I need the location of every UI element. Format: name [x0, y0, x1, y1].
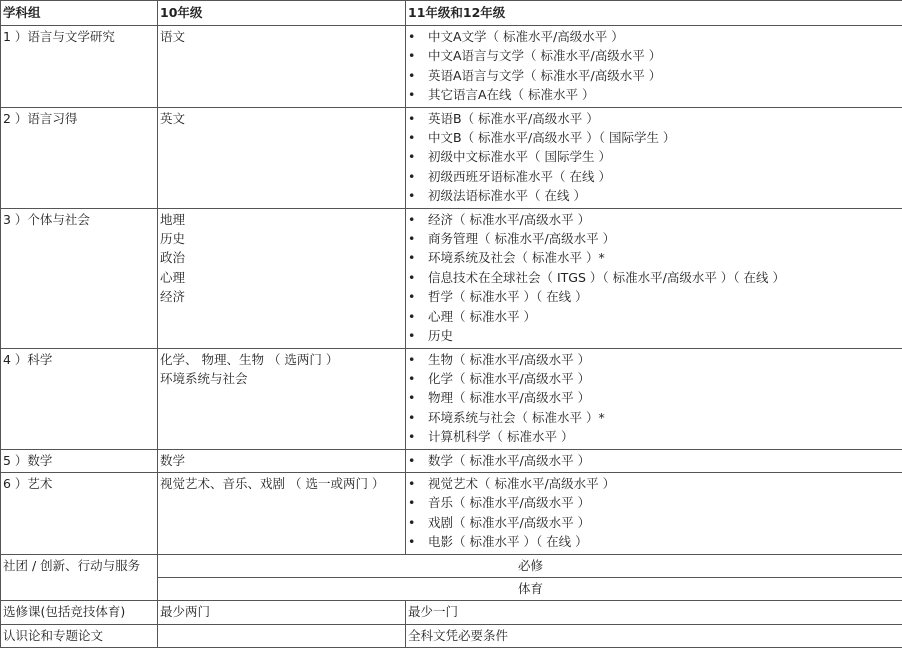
course-text: 初级中文标准水平（ 国际学生 ）	[428, 149, 611, 164]
course-list	[408, 451, 901, 470]
course-text: 信息技术在全球社会（ ITGS ）（ 标准水平/高级水平 ）（ 在线 ）	[428, 270, 785, 285]
bullet-icon: •	[408, 513, 415, 532]
bullet-icon: •	[408, 268, 415, 287]
course-list	[408, 350, 901, 447]
grade-11-12-courses	[406, 472, 902, 554]
course-text: 音乐（ 标准水平/高级水平 ）	[428, 495, 590, 510]
tok-label: 认识论和专题论文	[1, 624, 158, 647]
course-item	[408, 532, 901, 551]
course-item	[408, 287, 901, 306]
elective-label: 选修课(包括竞技体育)	[1, 601, 158, 624]
course-item	[408, 268, 901, 287]
bullet-icon: •	[408, 109, 415, 128]
bullet-icon: •	[408, 147, 415, 166]
elective-row	[1, 601, 902, 624]
pe-label: 体育	[158, 577, 902, 600]
header-subject-group: 学科组	[1, 1, 158, 26]
subject-group-name: 6 ）艺术	[1, 472, 158, 554]
grade-10-subject: 心理	[160, 268, 404, 287]
course-item	[408, 408, 901, 427]
course-item	[408, 451, 901, 470]
course-text: 电影（ 标准水平 ）（ 在线 ）	[428, 534, 588, 549]
bullet-icon: •	[408, 167, 415, 186]
course-text: 心理（ 标准水平 ）	[428, 309, 536, 324]
bullet-icon: •	[408, 229, 415, 248]
footer-rows	[1, 554, 902, 648]
cas-label: 社团 / 创新、行动与服务	[1, 554, 158, 601]
subject-groups	[1, 26, 902, 555]
course-text: 戏剧（ 标准水平/高级水平 ）	[428, 515, 590, 530]
course-item	[408, 186, 901, 205]
grade-10-subjects	[158, 26, 406, 108]
grade-11-12-courses	[406, 348, 902, 449]
cas-required: 必修	[158, 554, 902, 577]
course-item	[408, 46, 901, 65]
course-list	[408, 210, 901, 346]
bullet-icon: •	[408, 248, 415, 267]
course-text: 生物（ 标准水平/高级水平 ）	[428, 352, 590, 367]
course-text: 历史	[428, 328, 453, 343]
header-grade-10: 10年级	[158, 1, 406, 26]
grade-11-12-courses	[406, 26, 902, 108]
bullet-icon: •	[408, 46, 415, 65]
subject-group-row	[1, 348, 902, 449]
course-list	[408, 474, 901, 552]
subject-group-row	[1, 449, 902, 472]
bullet-icon: •	[408, 532, 415, 551]
grade-11-12-courses	[406, 107, 902, 208]
course-text: 英语B（ 标准水平/高级水平 ）	[428, 111, 599, 126]
subject-group-name: 4 ）科学	[1, 348, 158, 449]
header-row	[1, 1, 902, 26]
bullet-icon: •	[408, 388, 415, 407]
bullet-icon: •	[408, 307, 415, 326]
course-text: 经济（ 标准水平/高级水平 ）	[428, 212, 590, 227]
grade-10-subjects	[158, 472, 406, 554]
grade-10-subjects	[158, 107, 406, 208]
subject-group-name: 2 ）语言习得	[1, 107, 158, 208]
grade-10-subjects	[158, 449, 406, 472]
bullet-icon: •	[408, 451, 415, 470]
bullet-icon: •	[408, 66, 415, 85]
grade-11-12-courses	[406, 208, 902, 348]
grade-10-subject: 化学、 物理、生物 （ 选两门 ）	[160, 350, 404, 369]
course-text: 中文A语言与文学（ 标准水平/高级水平 ）	[428, 48, 661, 63]
course-list	[408, 27, 901, 105]
course-item	[408, 210, 901, 229]
grade-10-subject: 视觉艺术、音乐、戏剧 （ 选一或两门 ）	[160, 474, 404, 493]
bullet-icon: •	[408, 210, 415, 229]
course-item	[408, 147, 901, 166]
subject-group-row	[1, 208, 902, 348]
cas-row	[1, 554, 902, 577]
elective-grade-10: 最少两门	[158, 601, 406, 624]
course-item	[408, 229, 901, 248]
course-item	[408, 167, 901, 186]
course-item	[408, 326, 901, 345]
bullet-icon: •	[408, 85, 415, 104]
course-item	[408, 369, 901, 388]
tok-grade-11-12: 全科文凭必要条件	[406, 624, 902, 647]
grade-10-subject: 环境系统与社会	[160, 369, 404, 388]
course-text: 环境系统与社会（ 标准水平 ）*	[428, 410, 605, 425]
course-text: 初级西班牙语标准水平（ 在线 ）	[428, 169, 611, 184]
bullet-icon: •	[408, 408, 415, 427]
grade-10-subjects	[158, 348, 406, 449]
grade-10-subject: 语文	[160, 27, 404, 46]
header-grade-11-12: 11年级和12年级	[406, 1, 902, 26]
course-item	[408, 109, 901, 128]
subject-group-row	[1, 107, 902, 208]
bullet-icon: •	[408, 369, 415, 388]
bullet-icon: •	[408, 427, 415, 446]
course-text: 其它语言A在线（ 标准水平 ）	[428, 87, 595, 102]
grade-10-subject: 经济	[160, 287, 404, 306]
course-text: 中文A文学（ 标准水平/高级水平 ）	[428, 29, 624, 44]
bullet-icon: •	[408, 474, 415, 493]
course-list	[408, 109, 901, 206]
elective-grade-11-12: 最少一门	[406, 601, 902, 624]
course-item	[408, 66, 901, 85]
course-text: 化学（ 标准水平/高级水平 ）	[428, 371, 590, 386]
course-item	[408, 85, 901, 104]
grade-10-subject: 地理	[160, 210, 404, 229]
grade-10-subject: 英文	[160, 109, 404, 128]
course-item	[408, 27, 901, 46]
bullet-icon: •	[408, 128, 415, 147]
course-item	[408, 493, 901, 512]
bullet-icon: •	[408, 287, 415, 306]
subject-group-row	[1, 472, 902, 554]
course-text: 环境系统及社会（ 标准水平 ）*	[428, 250, 605, 265]
course-text: 中文B（ 标准水平/高级水平 ）（ 国际学生 ）	[428, 130, 675, 145]
grade-10-subject: 数学	[160, 451, 404, 470]
grade-10-subjects	[158, 208, 406, 348]
subject-group-name: 1 ）语言与文学研究	[1, 26, 158, 108]
course-text: 物理（ 标准水平/高级水平 ）	[428, 390, 590, 405]
course-text: 数学（ 标准水平/高级水平 ）	[428, 453, 590, 468]
course-item	[408, 128, 901, 147]
tok-row	[1, 624, 902, 647]
course-text: 视觉艺术（ 标准水平/高级水平 ）	[428, 476, 615, 491]
course-item	[408, 388, 901, 407]
course-item	[408, 474, 901, 493]
course-item	[408, 350, 901, 369]
bullet-icon: •	[408, 350, 415, 369]
course-text: 英语A语言与文学（ 标准水平/高级水平 ）	[428, 68, 661, 83]
grade-11-12-courses	[406, 449, 902, 472]
bullet-icon: •	[408, 326, 415, 345]
course-item	[408, 513, 901, 532]
bullet-icon: •	[408, 493, 415, 512]
course-text: 计算机科学（ 标准水平 ）	[428, 429, 573, 444]
bullet-icon: •	[408, 186, 415, 205]
course-item	[408, 427, 901, 446]
course-item	[408, 248, 901, 267]
subject-group-name: 5 ）数学	[1, 449, 158, 472]
subject-group-name: 3 ）个体与社会	[1, 208, 158, 348]
tok-grade-10	[158, 624, 406, 647]
subject-group-row	[1, 26, 902, 108]
course-item	[408, 307, 901, 326]
grade-10-subject: 历史	[160, 229, 404, 248]
bullet-icon: •	[408, 27, 415, 46]
course-text: 初级法语标准水平（ 在线 ）	[428, 188, 586, 203]
grade-10-subject: 政治	[160, 248, 404, 267]
course-text: 商务管理（ 标准水平/高级水平 ）	[428, 231, 615, 246]
course-text: 哲学（ 标准水平 ）（ 在线 ）	[428, 289, 588, 304]
